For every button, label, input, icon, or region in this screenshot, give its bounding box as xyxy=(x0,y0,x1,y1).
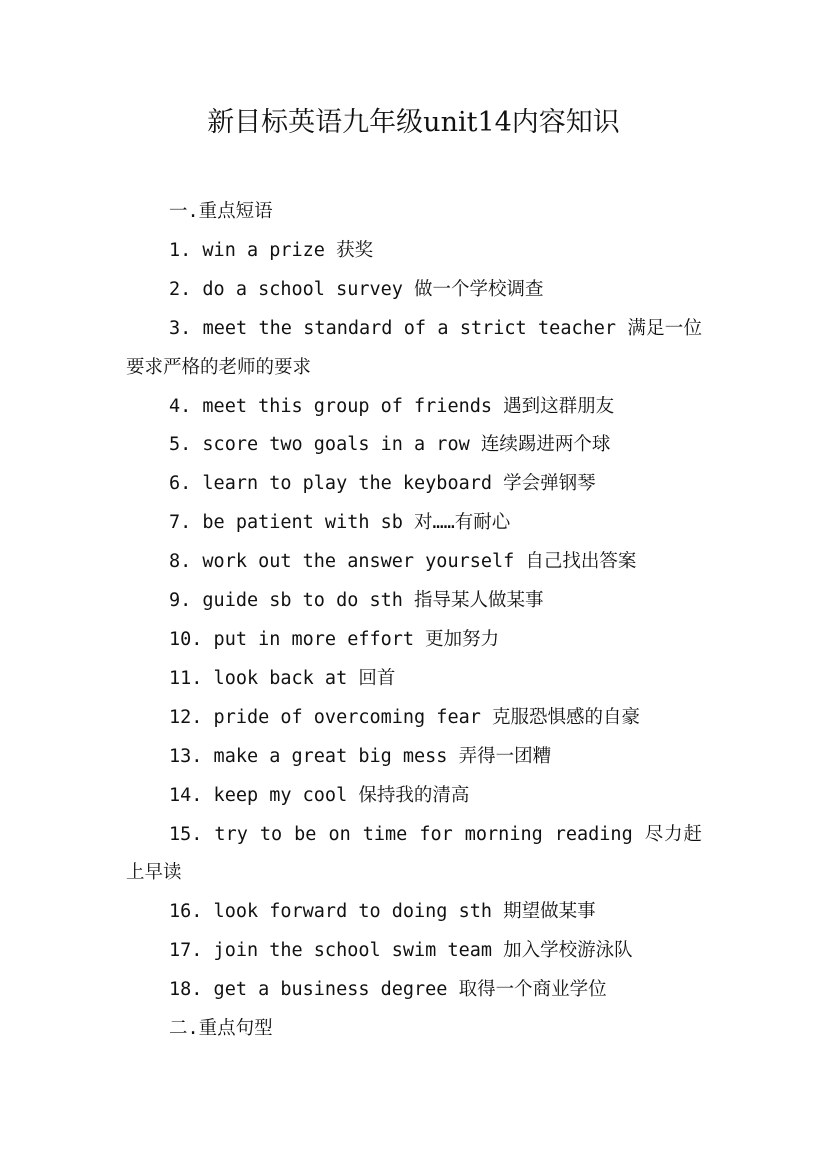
phrase-item-12: 12. pride of overcoming fear 克服恐惧感的自豪 xyxy=(169,706,641,728)
section-heading-key-sentences: 二.重点句型 xyxy=(169,1018,273,1040)
phrase-item-17: 17. join the school swim team 加入学校游泳队 xyxy=(169,940,633,962)
phrase-item-13: 13. make a great big mess 弄得一团糟 xyxy=(169,745,552,767)
phrase-item-1: 1. win a prize 获奖 xyxy=(169,239,374,261)
phrase-item-4: 4. meet this group of friends 遇到这群朋友 xyxy=(169,395,615,417)
page-title: 新目标英语九年级unit14内容知识 xyxy=(207,107,620,138)
phrase-item-14: 14. keep my cool 保持我的清高 xyxy=(169,784,470,806)
phrase-item-10: 10. put in more effort 更加努力 xyxy=(169,628,500,650)
phrase-item-5: 5. score two goals in a row 连续踢进两个球 xyxy=(169,434,611,456)
phrase-item-11: 11. look back at 回首 xyxy=(169,667,396,689)
phrase-item-18: 18. get a business degree 取得一个商业学位 xyxy=(169,979,607,1001)
document-body xyxy=(126,193,702,1049)
section-heading-key-phrases: 一.重点短语 xyxy=(169,201,273,222)
phrase-item-3: 3. meet the standard of a strict teacher 满足一位要求严格的老师的要求 xyxy=(126,317,702,378)
phrase-item-16: 16. look forward to doing sth 期望做某事 xyxy=(169,901,596,923)
phrase-item-2: 2. do a school survey 做一个学校调查 xyxy=(169,278,544,300)
phrase-item-7: 7. be patient with sb 对……有耐心 xyxy=(169,512,511,534)
phrase-item-8: 8. work out the answer yourself 自己找出答案 xyxy=(169,551,637,573)
phrase-item-9: 9. guide sb to do sth 指导某人做某事 xyxy=(169,590,544,612)
phrase-item-15: 15. try to be on time for morning reading 尽力赶上早读 xyxy=(126,823,702,884)
phrase-item-6: 6. learn to play the keyboard 学会弹钢琴 xyxy=(169,473,596,495)
